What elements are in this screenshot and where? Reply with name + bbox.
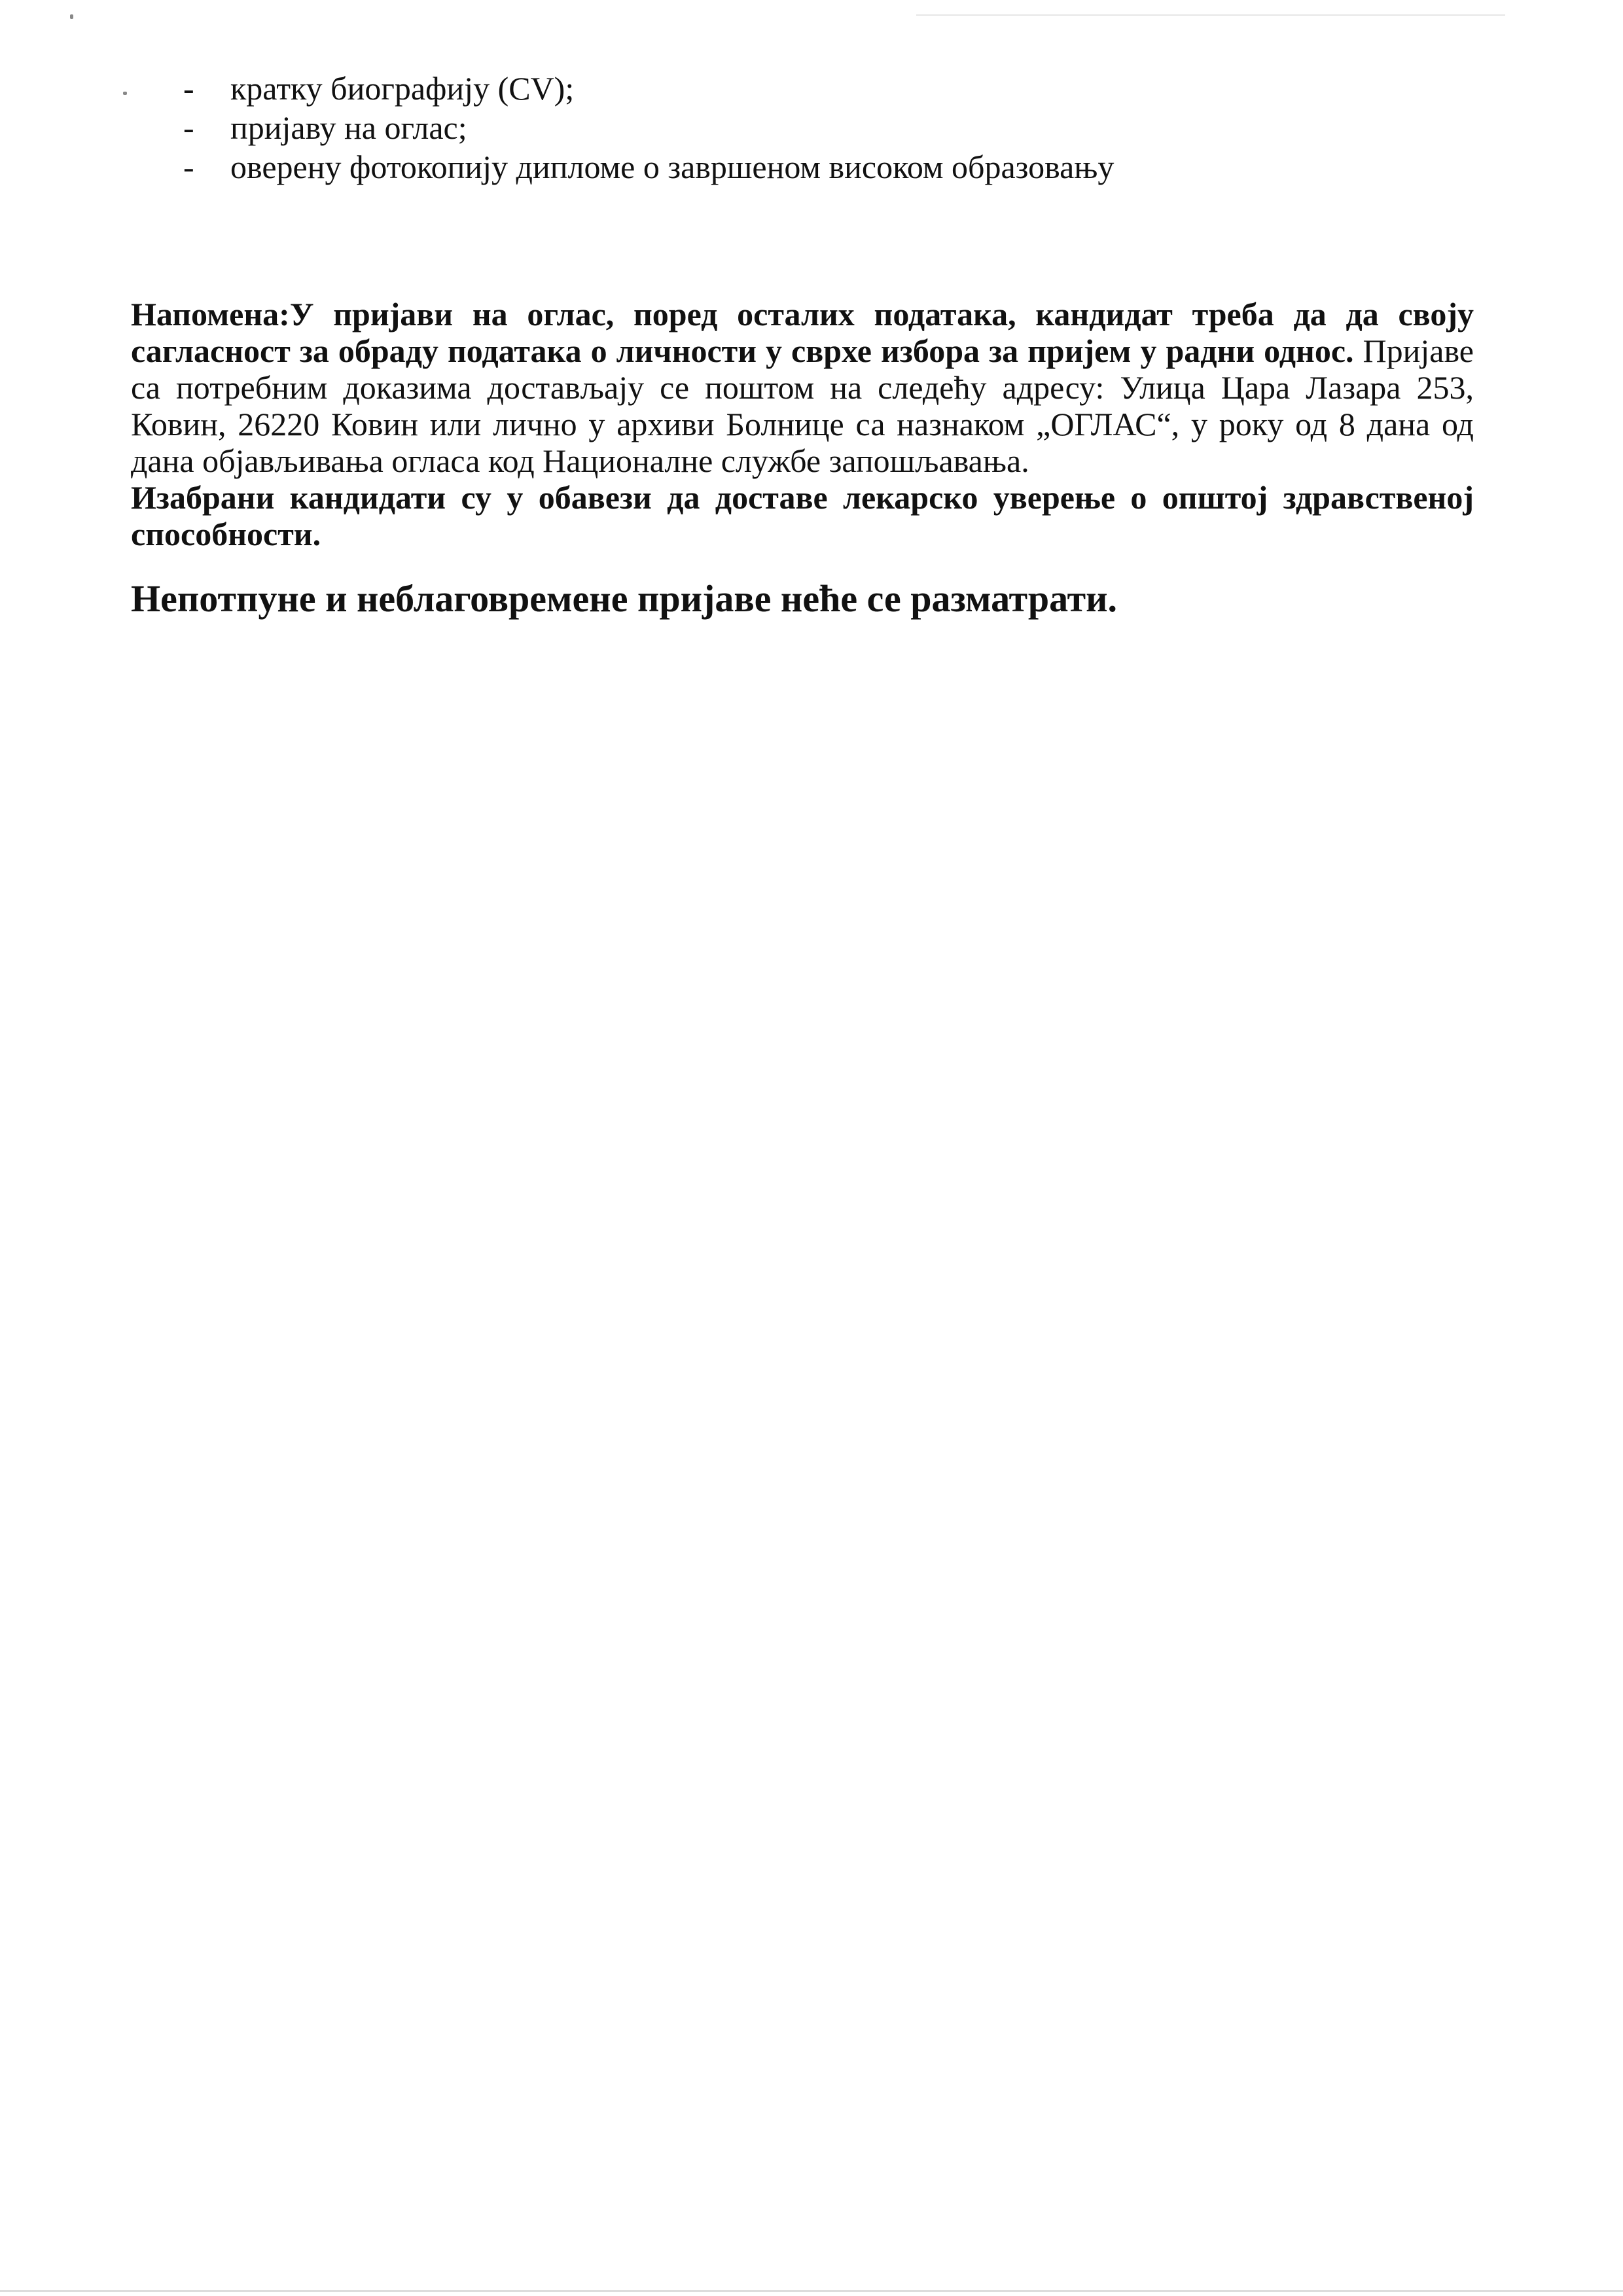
list-item (183, 69, 1114, 108)
list-dash: - (183, 149, 194, 185)
note-consent-text: У пријави на оглас, поред осталих података, кандидат треба да да своју сагласност за обраду података о личности у сврхе избора за пријем у радни однос. (131, 296, 1474, 369)
note-paragraph (131, 296, 1474, 479)
list-item-text: оверену фотокопију дипломе о завршеном високом образовању (230, 149, 1115, 185)
note-block (131, 296, 1474, 552)
medical-certificate-paragraph (131, 479, 1474, 552)
scan-speck (123, 92, 127, 95)
list-item (183, 108, 1114, 147)
medical-certificate-text: Изабрани кандидати су у обавези да доставе лекарско уверење о општој здравственој способности. (131, 479, 1474, 552)
list-dash: - (183, 109, 194, 146)
scan-artifact (916, 14, 1505, 16)
list-item-text: кратку биографију (CV); (230, 70, 575, 107)
note-label: Напомена: (131, 296, 290, 332)
note-submission-text: Пријаве са потребним доказима достављају се поштом на следећу адресу: Улица Цара Лазара 253, Ковин, 26220 Ковин или лично у архиви Болнице са назнаком „ОГЛАС“, у року од 8 дана од дана објављивања огласа код Националне службе запошљавања. (131, 332, 1474, 479)
list-item-text: пријаву на оглас; (230, 109, 467, 146)
list-dash: - (183, 70, 194, 107)
list-item (183, 147, 1114, 187)
scan-speck (70, 14, 73, 19)
requirements-list (183, 69, 1114, 187)
final-notice: Непотпуне и неблаговремене пријаве неће се разматрати. (131, 577, 1117, 620)
scan-artifact (0, 2290, 1623, 2292)
